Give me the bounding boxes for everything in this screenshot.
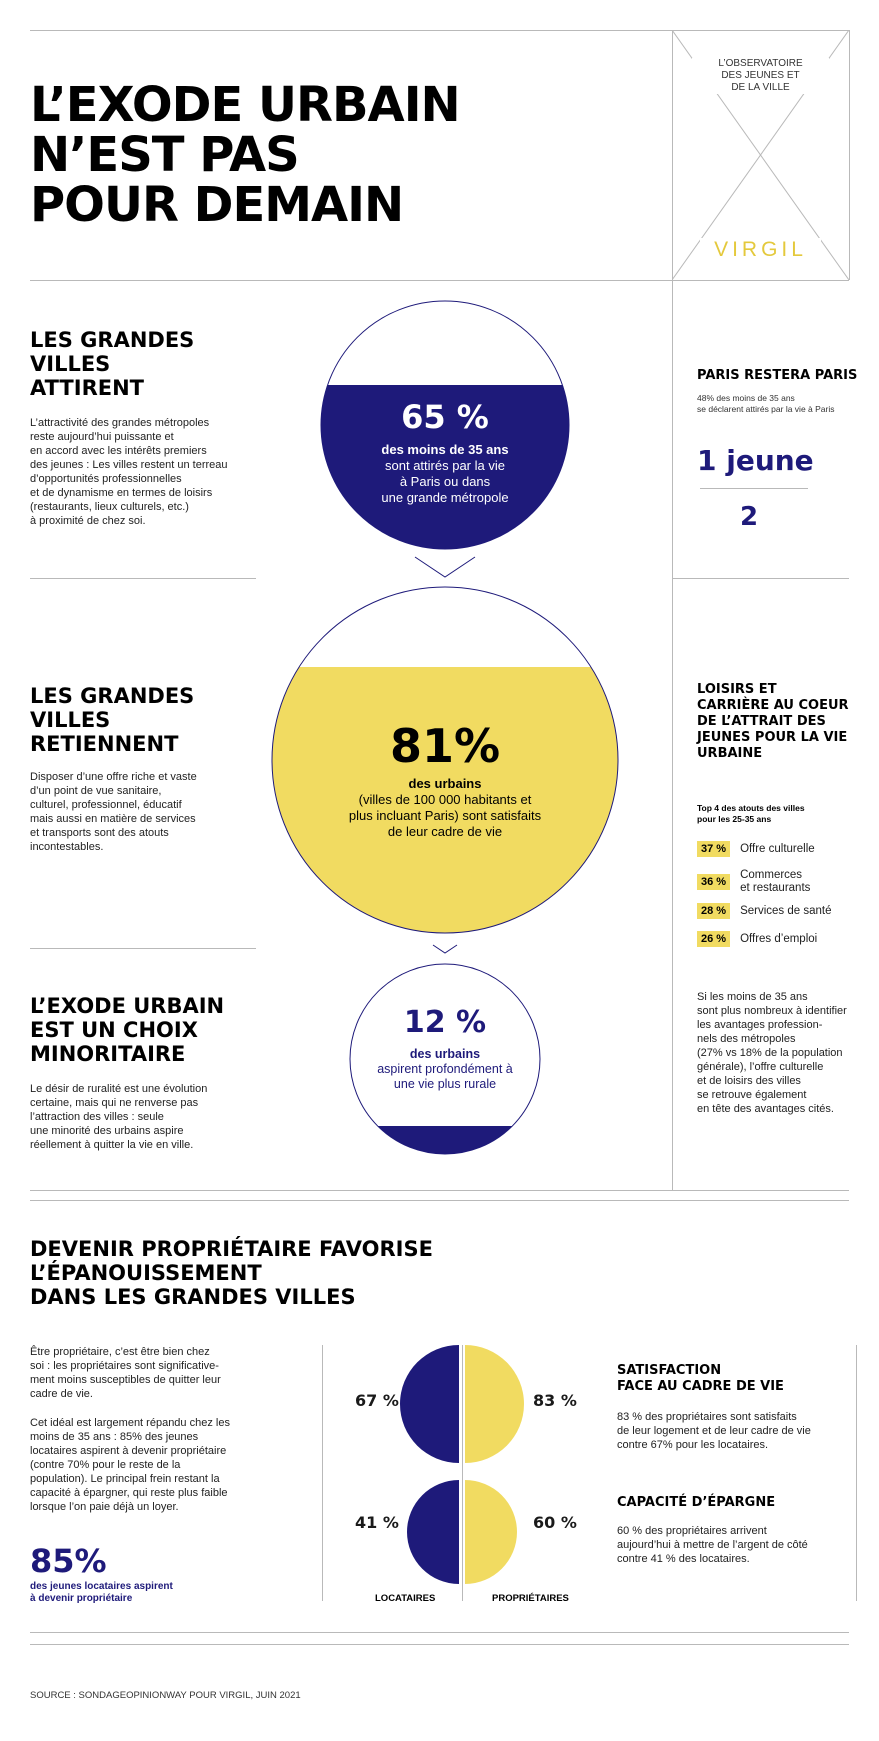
section4-text-line: ment moins susceptibles de quitter leur [30, 1374, 221, 1386]
loisirs-text [697, 990, 867, 1116]
section2-text-line: incontestables. [30, 841, 104, 853]
loisirs-title-line: CARRIÈRE AU COEUR [697, 698, 849, 713]
loisirs-title-line: JEUNES POUR LA VIE [697, 730, 848, 745]
atout-pct: 26 % [697, 931, 730, 947]
section4-title-line: L’ÉPANOUISSEMENT [30, 1261, 262, 1285]
section1-text-line: d’opportunités professionnelles [30, 473, 182, 485]
stat-12-value: 12 % [403, 1005, 487, 1040]
section3-title-line: MINORITAIRE [30, 1042, 186, 1066]
atout-pct: 28 % [697, 903, 730, 919]
atout-item [697, 928, 817, 950]
section3-rule [30, 1190, 849, 1191]
stat-81-line: (villes de 100 000 habitants et [358, 792, 532, 807]
epargne-text [617, 1524, 852, 1566]
section1-text-line: (restaurants, lieux culturels, etc.) [30, 501, 189, 513]
source-note: SOURCE : SONDAGEOPINIONWAY POUR VIRGIL, JUIN 2021 [30, 1690, 301, 1701]
section4-text-line: cadre de vie. [30, 1388, 93, 1400]
section3-title-line: L’EXODE URBAIN [30, 994, 225, 1018]
atout-label: Offre culturelle [740, 842, 815, 855]
section4-text-line: (contre 70% pour le reste de la [30, 1459, 181, 1471]
section1-title-line: ATTIRENT [30, 376, 144, 400]
section1-text-line: L’attractivité des grandes métropoles [30, 417, 210, 429]
locataires-epargne-value: 41 % [355, 1513, 399, 1532]
atout-label [740, 869, 810, 895]
section2-title-line: LES GRANDES [30, 684, 195, 708]
satisfaction-text [617, 1410, 852, 1452]
atout-label-line: et restaurants [740, 882, 811, 894]
section3-text-line: réellement à quitter la vie en ville. [30, 1139, 194, 1151]
stat-65-line: sont attirés par la vie [385, 458, 505, 473]
section1-text-line: en accord avec les intérêts premiers [30, 445, 207, 457]
section2-title-line: RETIENNENT [30, 732, 179, 756]
section4-text-line: locataires aspirent à devenir propriétaire [30, 1445, 227, 1457]
paris-text [697, 393, 857, 415]
top4-title [697, 803, 805, 825]
epargne-title: CAPACITÉ D’ÉPARGNE [617, 1495, 776, 1510]
atout-item [697, 868, 810, 896]
loisirs-text-line: en tête des avantages cités. [697, 1103, 834, 1115]
section2-text-line: culturel, professionnel, éducatif [30, 799, 182, 811]
epargne-text-line: aujourd’hui à mettre de l’argent de côté [617, 1539, 808, 1551]
stat-81-value: 81% [389, 719, 501, 773]
page-title [30, 77, 590, 233]
paris-rule [672, 578, 849, 579]
section3-title-line: EST UN CHOIX [30, 1018, 198, 1042]
section4-paragraph-2 [30, 1416, 280, 1514]
loisirs-text-line: (27% vs 18% de la population [697, 1047, 843, 1059]
stat-85-value: 85% [30, 1542, 107, 1580]
loisirs-text-line: générale), l’offre culturelle [697, 1061, 824, 1073]
epargne-text-line: contre 41 % des locataires. [617, 1553, 750, 1565]
stat-12-bold: des urbains [409, 1047, 481, 1061]
loisirs-text-line: se retrouve également [697, 1089, 807, 1101]
stat-12 [355, 1005, 535, 1092]
atout-pct: 37 % [697, 841, 730, 857]
section4-text-line: lorsque l’on paie déjà un loyer. [30, 1501, 179, 1513]
section2-text-line: et transports sont des atouts [30, 827, 169, 839]
stat-81-line: plus incluant Paris) sont satisfaits [348, 808, 542, 823]
half-circle-axis [462, 1345, 463, 1601]
loisirs-title-line: DE L’ATTRAIT DES [697, 714, 826, 729]
paris-denominator: 2 [740, 502, 759, 532]
satisfaction-text-line: 83 % des propriétaires sont satisfaits [617, 1411, 797, 1423]
stat-85-caption [30, 1581, 173, 1605]
section3-text [30, 1082, 270, 1152]
epargne-text-line: 60 % des propriétaires arrivent [617, 1525, 767, 1537]
section1-text-line: et de dynamisme en termes de loisirs [30, 487, 213, 499]
section1-text-line: des jeunes : Les villes restent un terreau [30, 459, 228, 471]
satisfaction-text-line: contre 67% pour les locataires. [617, 1439, 769, 1451]
section1-rule [30, 578, 256, 579]
section2-text-line: Disposer d’une offre riche et vaste [30, 771, 197, 783]
section1-text-line: reste aujourd’hui puissante et [30, 431, 174, 443]
section2-rule [30, 948, 256, 949]
loisirs-text-line: les avantages profession- [697, 1019, 823, 1031]
section3-text-line: certaine, mais qui ne renverse pas [30, 1097, 199, 1109]
paris-text-line: se déclarent attirés par la vie à Paris [697, 404, 835, 414]
observatory-label [692, 58, 829, 94]
header-bottom-rule [30, 280, 849, 281]
top4-title-line: pour les 25-35 ans [697, 814, 772, 824]
stat-65 [340, 398, 550, 506]
loisirs-text-line: et de loisirs des villes [697, 1075, 801, 1087]
section2-text-line: mais aussi en matière de services [30, 813, 196, 825]
section4-text-line: capacité à épargner, qui reste plus faible [30, 1487, 228, 1499]
source-rule [30, 1644, 849, 1645]
section4-text-line: Être propriétaire, c’est être bien chez [30, 1346, 210, 1358]
section1-title-line: LES GRANDES [30, 328, 195, 352]
section3-text-line: l’attraction des villes : seule [30, 1111, 164, 1123]
section2-title [30, 684, 194, 756]
loisirs-title-line: URBAINE [697, 746, 763, 761]
stat-81 [320, 720, 570, 840]
proprietaires-epargne-value: 60 % [533, 1513, 577, 1532]
atout-pct: 36 % [697, 874, 730, 890]
section4-title-line: DANS LES GRANDES VILLES [30, 1285, 356, 1309]
section4-text-line: moins de 35 ans : 85% des jeunes [30, 1431, 199, 1443]
satisfaction-title [617, 1363, 784, 1395]
paris-text-line: 48% des moins de 35 ans [697, 393, 795, 403]
section4-right-divider [856, 1345, 857, 1601]
section2-title-line: VILLES [30, 708, 111, 732]
observatory-line: L’OBSERVATOIRE [718, 58, 803, 69]
stat-65-value: 65 % [401, 398, 489, 436]
loisirs-text-line: sont plus nombreux à identifier [697, 1005, 847, 1017]
section1-text-line: à proximité de chez soi. [30, 515, 146, 527]
section4-paragraph-1 [30, 1345, 280, 1401]
page-title-line: N’EST PAS [30, 127, 299, 183]
stat-65-line: une grande métropole [381, 490, 509, 505]
section4-left-divider [322, 1345, 323, 1601]
loisirs-text-line: nels des métropoles [697, 1033, 796, 1045]
section1-text [30, 416, 270, 528]
atout-label: Offres d’emploi [740, 932, 818, 945]
section3-text-line: Le désir de ruralité est une évolution [30, 1083, 208, 1095]
header-right-edge [849, 30, 850, 280]
stat-65-line: à Paris ou dans [399, 474, 491, 489]
stat-81-bold: des urbains [408, 776, 482, 791]
section4-text-line: soi : les propriétaires sont significative- [30, 1360, 219, 1372]
fraction-bar [700, 488, 808, 489]
section3-text-line: une minorité des urbains aspire [30, 1125, 184, 1137]
section4-top-rule [30, 1200, 849, 1201]
stat-85-caption-line: des jeunes locataires aspirent [30, 1581, 173, 1592]
satisfaction-title-line: SATISFACTION [617, 1363, 722, 1378]
section2-text-line: d’un point de vue sanitaire, [30, 785, 162, 797]
stat-85-caption-line: à devenir propriétaire [30, 1593, 133, 1604]
satisfaction-title-line: FACE AU CADRE DE VIE [617, 1379, 784, 1394]
locataires-satisfaction-value: 67 % [355, 1391, 399, 1410]
atout-item [697, 838, 815, 860]
stat-81-line: de leur cadre de vie [387, 824, 503, 839]
paris-numerator: 1 jeune [697, 444, 814, 477]
section3-title [30, 994, 224, 1066]
observatory-line: DE LA VILLE [731, 82, 790, 93]
proprietaires-satisfaction-value: 83 % [533, 1391, 577, 1410]
satisfaction-text-line: de leur logement et de leur cadre de vie [617, 1425, 811, 1437]
paris-title: PARIS RESTERA PARIS [697, 368, 858, 383]
observatory-line: DES JEUNES ET [721, 70, 800, 81]
top4-title-line: Top 4 des atouts des villes [697, 803, 805, 813]
section2-text [30, 770, 270, 854]
virgil-logo: VIRGIL [700, 238, 821, 262]
label-proprietaires: PROPRIÉTAIRES [492, 1593, 569, 1604]
atout-item [697, 900, 832, 922]
stat-12-line: une vie plus rurale [393, 1077, 497, 1091]
stat-65-bold: des moins de 35 ans [381, 442, 509, 457]
loisirs-title-line: LOISIRS ET [697, 682, 777, 697]
label-locataires: LOCATAIRES [375, 1593, 436, 1604]
section1-title [30, 328, 194, 400]
section4-title [30, 1237, 433, 1309]
loisirs-text-line: Si les moins de 35 ans [697, 991, 808, 1003]
section4-title-line: DEVENIR PROPRIÉTAIRE FAVORISE [30, 1237, 433, 1261]
page-title-line: L’EXODE URBAIN [30, 77, 460, 133]
section4-bottom-rule [30, 1632, 849, 1633]
section1-title-line: VILLES [30, 352, 111, 376]
section4-text-line: Cet idéal est largement répandu chez les [30, 1417, 230, 1429]
atout-label-line: Commerces [740, 869, 803, 881]
loisirs-title [697, 682, 872, 762]
half-circles-graphic [400, 1345, 530, 1585]
stat-12-line: aspirent profondément à [377, 1062, 513, 1076]
page-title-line: POUR DEMAIN [30, 177, 404, 233]
section4-text-line: population). Le principal frein restant la [30, 1473, 220, 1485]
atout-label: Services de santé [740, 904, 832, 917]
